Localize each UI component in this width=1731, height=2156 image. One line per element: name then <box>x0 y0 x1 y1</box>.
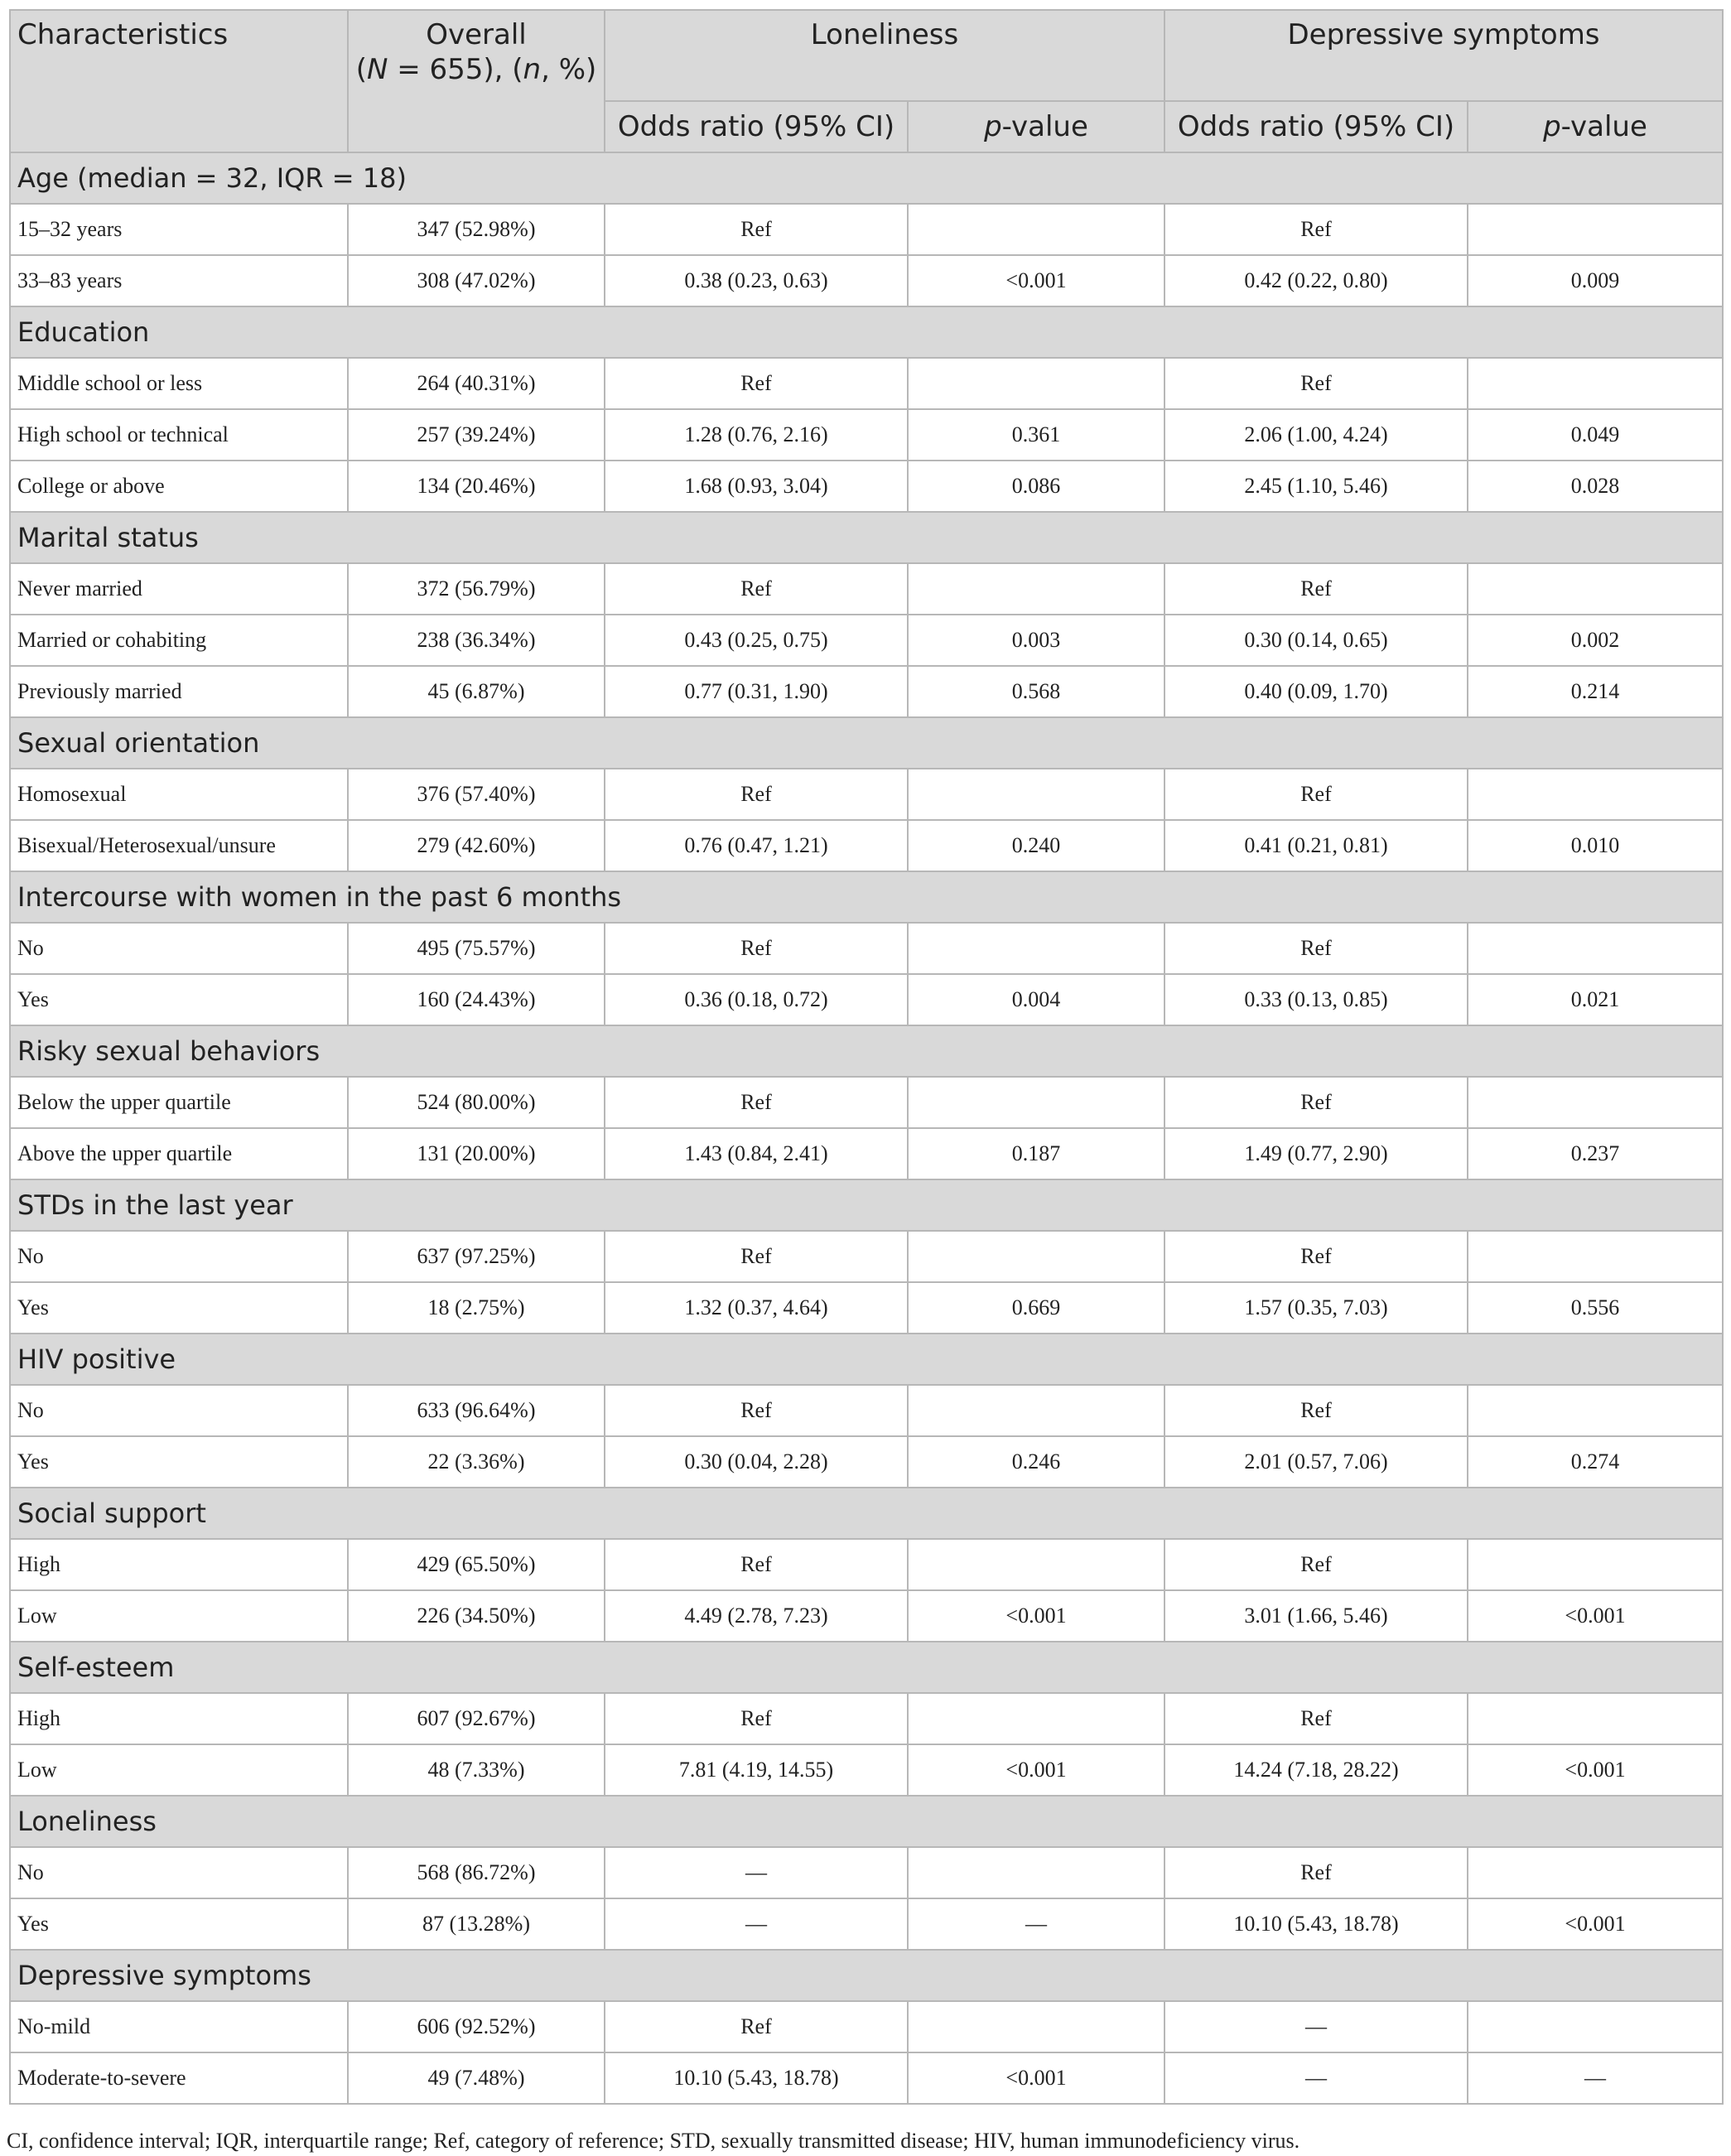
depressive-odds-ratio: Ref <box>1164 923 1468 974</box>
row-label: No <box>10 1385 348 1436</box>
loneliness-p-value <box>908 1693 1164 1744</box>
overall-value: 376 (57.40%) <box>348 769 605 820</box>
depressive-p-value <box>1468 1539 1723 1590</box>
depressive-odds-ratio: Ref <box>1164 1693 1468 1744</box>
loneliness-p-value <box>908 358 1164 409</box>
overall-value: 48 (7.33%) <box>348 1744 605 1796</box>
loneliness-p-value <box>908 563 1164 615</box>
loneliness-p-value <box>908 1385 1164 1436</box>
depressive-odds-ratio: 0.33 (0.13, 0.85) <box>1164 974 1468 1025</box>
loneliness-odds-ratio: 7.81 (4.19, 14.55) <box>605 1744 908 1796</box>
loneliness-odds-ratio: Ref <box>605 204 908 255</box>
depressive-odds-ratio: 2.06 (1.00, 4.24) <box>1164 409 1468 461</box>
loneliness-odds-ratio: Ref <box>605 1385 908 1436</box>
depressive-p-value: <0.001 <box>1468 1744 1723 1796</box>
section-title: Sexual orientation <box>10 717 1723 769</box>
depressive-odds-ratio: — <box>1164 2052 1468 2104</box>
depressive-odds-ratio: — <box>1164 2001 1468 2052</box>
depressive-p-value <box>1468 1385 1723 1436</box>
depressive-p-value <box>1468 923 1723 974</box>
overall-value: 606 (92.52%) <box>348 2001 605 2052</box>
depressive-p-value: — <box>1468 2052 1723 2104</box>
depressive-p-value <box>1468 1077 1723 1128</box>
depressive-p-value: 0.021 <box>1468 974 1723 1025</box>
depressive-p-value <box>1468 563 1723 615</box>
section-header-row <box>10 306 1723 358</box>
loneliness-p-value: 0.003 <box>908 615 1164 666</box>
header-overall: Overall (N = 655), (n, %) <box>348 10 605 152</box>
table-row <box>10 1128 1723 1179</box>
table-row <box>10 409 1723 461</box>
row-label: Homosexual <box>10 769 348 820</box>
depressive-odds-ratio: Ref <box>1164 1231 1468 1282</box>
overall-value: 87 (13.28%) <box>348 1898 605 1950</box>
depressive-odds-ratio: 14.24 (7.18, 28.22) <box>1164 1744 1468 1796</box>
row-label: High <box>10 1693 348 1744</box>
loneliness-odds-ratio: 1.28 (0.76, 2.16) <box>605 409 908 461</box>
loneliness-odds-ratio: Ref <box>605 923 908 974</box>
section-header-row <box>10 1488 1723 1539</box>
loneliness-p-value: 0.004 <box>908 974 1164 1025</box>
depressive-odds-ratio: 2.01 (0.57, 7.06) <box>1164 1436 1468 1488</box>
section-header-row <box>10 1796 1723 1847</box>
overall-value: 607 (92.67%) <box>348 1693 605 1744</box>
row-label: No <box>10 1847 348 1898</box>
loneliness-p-value: 0.246 <box>908 1436 1164 1488</box>
loneliness-odds-ratio: — <box>605 1847 908 1898</box>
header-depressive-p-value: p-value <box>1468 101 1723 152</box>
row-label: Yes <box>10 974 348 1025</box>
overall-value: 131 (20.00%) <box>348 1128 605 1179</box>
row-label: Low <box>10 1744 348 1796</box>
depressive-p-value: 0.556 <box>1468 1282 1723 1334</box>
loneliness-p-value: <0.001 <box>908 1744 1164 1796</box>
loneliness-odds-ratio: Ref <box>605 1231 908 1282</box>
loneliness-odds-ratio: 0.76 (0.47, 1.21) <box>605 820 908 871</box>
header-characteristics: Characteristics <box>10 10 348 152</box>
depressive-odds-ratio: 0.40 (0.09, 1.70) <box>1164 666 1468 717</box>
row-label: High <box>10 1539 348 1590</box>
table-body <box>10 152 1723 2104</box>
table-row <box>10 255 1723 306</box>
overall-value: 226 (34.50%) <box>348 1590 605 1642</box>
depressive-p-value: 0.274 <box>1468 1436 1723 1488</box>
table-row <box>10 2001 1723 2052</box>
loneliness-p-value: — <box>908 1898 1164 1950</box>
loneliness-p-value <box>908 769 1164 820</box>
loneliness-p-value: 0.187 <box>908 1128 1164 1179</box>
overall-value: 524 (80.00%) <box>348 1077 605 1128</box>
section-title: Intercourse with women in the past 6 months <box>10 871 1723 923</box>
loneliness-p-value <box>908 1847 1164 1898</box>
depressive-p-value: 0.049 <box>1468 409 1723 461</box>
table-row <box>10 769 1723 820</box>
section-title: STDs in the last year <box>10 1179 1723 1231</box>
table-row <box>10 1693 1723 1744</box>
loneliness-odds-ratio: Ref <box>605 1077 908 1128</box>
section-title: HIV positive <box>10 1334 1723 1385</box>
overall-value: 429 (65.50%) <box>348 1539 605 1590</box>
row-label: 33–83 years <box>10 255 348 306</box>
depressive-odds-ratio: Ref <box>1164 1077 1468 1128</box>
table-row <box>10 1385 1723 1436</box>
section-header-row <box>10 1025 1723 1077</box>
depressive-p-value <box>1468 1847 1723 1898</box>
section-title: Risky sexual behaviors <box>10 1025 1723 1077</box>
section-title: Depressive symptoms <box>10 1950 1723 2001</box>
depressive-p-value: 0.028 <box>1468 461 1723 512</box>
section-header-row <box>10 1642 1723 1693</box>
loneliness-p-value: 0.086 <box>908 461 1164 512</box>
table-row <box>10 563 1723 615</box>
table-row <box>10 1847 1723 1898</box>
depressive-odds-ratio: 1.57 (0.35, 7.03) <box>1164 1282 1468 1334</box>
table-row <box>10 2052 1723 2104</box>
section-header-row <box>10 152 1723 204</box>
loneliness-odds-ratio: 0.43 (0.25, 0.75) <box>605 615 908 666</box>
section-header-row <box>10 512 1723 563</box>
overall-value: 568 (86.72%) <box>348 1847 605 1898</box>
depressive-p-value <box>1468 769 1723 820</box>
depressive-odds-ratio: 3.01 (1.66, 5.46) <box>1164 1590 1468 1642</box>
depressive-odds-ratio: 1.49 (0.77, 2.90) <box>1164 1128 1468 1179</box>
loneliness-odds-ratio: — <box>605 1898 908 1950</box>
table-row <box>10 358 1723 409</box>
loneliness-p-value <box>908 204 1164 255</box>
loneliness-p-value <box>908 1077 1164 1128</box>
depressive-p-value <box>1468 2001 1723 2052</box>
depressive-odds-ratio: 0.30 (0.14, 0.65) <box>1164 615 1468 666</box>
depressive-p-value: <0.001 <box>1468 1590 1723 1642</box>
loneliness-odds-ratio: 1.32 (0.37, 4.64) <box>605 1282 908 1334</box>
loneliness-p-value: 0.568 <box>908 666 1164 717</box>
loneliness-odds-ratio: Ref <box>605 1693 908 1744</box>
row-label: 15–32 years <box>10 204 348 255</box>
loneliness-odds-ratio: 1.68 (0.93, 3.04) <box>605 461 908 512</box>
loneliness-p-value: <0.001 <box>908 1590 1164 1642</box>
loneliness-odds-ratio: Ref <box>605 2001 908 2052</box>
section-title: Self-esteem <box>10 1642 1723 1693</box>
loneliness-odds-ratio: Ref <box>605 563 908 615</box>
depressive-p-value <box>1468 204 1723 255</box>
depressive-p-value <box>1468 358 1723 409</box>
loneliness-p-value: 0.240 <box>908 820 1164 871</box>
row-label: Never married <box>10 563 348 615</box>
table-row <box>10 461 1723 512</box>
table-row <box>10 1231 1723 1282</box>
header-depressive-symptoms: Depressive symptoms <box>1164 10 1723 101</box>
section-title: Social support <box>10 1488 1723 1539</box>
row-label: Bisexual/Heterosexual/unsure <box>10 820 348 871</box>
overall-value: 637 (97.25%) <box>348 1231 605 1282</box>
table-row <box>10 1590 1723 1642</box>
depressive-p-value: 0.237 <box>1468 1128 1723 1179</box>
row-label: Married or cohabiting <box>10 615 348 666</box>
table-row <box>10 1898 1723 1950</box>
loneliness-p-value <box>908 2001 1164 2052</box>
row-label: No <box>10 1231 348 1282</box>
row-label: High school or technical <box>10 409 348 461</box>
overall-value: 372 (56.79%) <box>348 563 605 615</box>
loneliness-p-value <box>908 923 1164 974</box>
row-label: Low <box>10 1590 348 1642</box>
table-container <box>9 9 1722 2105</box>
loneliness-p-value <box>908 1231 1164 1282</box>
depressive-p-value: 0.010 <box>1468 820 1723 871</box>
section-header-row <box>10 1179 1723 1231</box>
section-header-row <box>10 871 1723 923</box>
row-label: Middle school or less <box>10 358 348 409</box>
section-header-row <box>10 1950 1723 2001</box>
row-label: Above the upper quartile <box>10 1128 348 1179</box>
overall-value: 45 (6.87%) <box>348 666 605 717</box>
depressive-odds-ratio: 10.10 (5.43, 18.78) <box>1164 1898 1468 1950</box>
row-label: College or above <box>10 461 348 512</box>
header-loneliness: Loneliness <box>605 10 1164 101</box>
depressive-p-value <box>1468 1693 1723 1744</box>
table-footnote: CI, confidence interval; IQR, interquartile range; Ref, category of reference; STD, sexually transmitted disease; HIV, human immunodeficiency virus. <box>7 2129 1300 2153</box>
depressive-odds-ratio: 2.45 (1.10, 5.46) <box>1164 461 1468 512</box>
row-label: Moderate-to-severe <box>10 2052 348 2104</box>
table-row <box>10 615 1723 666</box>
depressive-odds-ratio: Ref <box>1164 204 1468 255</box>
overall-value: 49 (7.48%) <box>348 2052 605 2104</box>
depressive-p-value: 0.214 <box>1468 666 1723 717</box>
depressive-odds-ratio: Ref <box>1164 1539 1468 1590</box>
overall-value: 633 (96.64%) <box>348 1385 605 1436</box>
loneliness-odds-ratio: 0.77 (0.31, 1.90) <box>605 666 908 717</box>
loneliness-odds-ratio: Ref <box>605 769 908 820</box>
depressive-odds-ratio: Ref <box>1164 1847 1468 1898</box>
header-loneliness-odds-ratio: Odds ratio (95% CI) <box>605 101 908 152</box>
loneliness-odds-ratio: 0.36 (0.18, 0.72) <box>605 974 908 1025</box>
section-title: Age (median = 32, IQR = 18) <box>10 152 1723 204</box>
row-label: Yes <box>10 1898 348 1950</box>
overall-value: 264 (40.31%) <box>348 358 605 409</box>
overall-value: 308 (47.02%) <box>348 255 605 306</box>
table-row <box>10 820 1723 871</box>
overall-value: 134 (20.46%) <box>348 461 605 512</box>
row-label: Yes <box>10 1436 348 1488</box>
table-row <box>10 923 1723 974</box>
row-label: Previously married <box>10 666 348 717</box>
loneliness-odds-ratio: Ref <box>605 1539 908 1590</box>
loneliness-p-value: 0.361 <box>908 409 1164 461</box>
table-row <box>10 1282 1723 1334</box>
loneliness-p-value: <0.001 <box>908 255 1164 306</box>
depressive-odds-ratio: Ref <box>1164 1385 1468 1436</box>
table-header <box>10 10 1723 152</box>
loneliness-odds-ratio: Ref <box>605 358 908 409</box>
row-label: No-mild <box>10 2001 348 2052</box>
overall-value: 257 (39.24%) <box>348 409 605 461</box>
loneliness-odds-ratio: 1.43 (0.84, 2.41) <box>605 1128 908 1179</box>
section-header-row <box>10 717 1723 769</box>
depressive-odds-ratio: Ref <box>1164 769 1468 820</box>
overall-value: 238 (36.34%) <box>348 615 605 666</box>
row-label: Yes <box>10 1282 348 1334</box>
loneliness-p-value: <0.001 <box>908 2052 1164 2104</box>
table-row <box>10 1436 1723 1488</box>
row-label: No <box>10 923 348 974</box>
table-row <box>10 204 1723 255</box>
depressive-p-value: 0.009 <box>1468 255 1723 306</box>
overall-value: 347 (52.98%) <box>348 204 605 255</box>
depressive-p-value <box>1468 1231 1723 1282</box>
depressive-odds-ratio: 0.41 (0.21, 0.81) <box>1164 820 1468 871</box>
depressive-p-value: <0.001 <box>1468 1898 1723 1950</box>
table-row <box>10 974 1723 1025</box>
header-loneliness-p-value: p-value <box>908 101 1164 152</box>
overall-value: 279 (42.60%) <box>348 820 605 871</box>
overall-value: 160 (24.43%) <box>348 974 605 1025</box>
overall-value: 495 (75.57%) <box>348 923 605 974</box>
loneliness-odds-ratio: 0.38 (0.23, 0.63) <box>605 255 908 306</box>
depressive-p-value: 0.002 <box>1468 615 1723 666</box>
loneliness-odds-ratio: 4.49 (2.78, 7.23) <box>605 1590 908 1642</box>
section-title: Loneliness <box>10 1796 1723 1847</box>
depressive-odds-ratio: 0.42 (0.22, 0.80) <box>1164 255 1468 306</box>
table-row <box>10 666 1723 717</box>
header-depressive-odds-ratio: Odds ratio (95% CI) <box>1164 101 1468 152</box>
loneliness-odds-ratio: 10.10 (5.43, 18.78) <box>605 2052 908 2104</box>
section-title: Education <box>10 306 1723 358</box>
table-row <box>10 1744 1723 1796</box>
row-label: Below the upper quartile <box>10 1077 348 1128</box>
section-header-row <box>10 1334 1723 1385</box>
table-row <box>10 1539 1723 1590</box>
overall-value: 18 (2.75%) <box>348 1282 605 1334</box>
depressive-odds-ratio: Ref <box>1164 358 1468 409</box>
overall-value: 22 (3.36%) <box>348 1436 605 1488</box>
loneliness-p-value: 0.669 <box>908 1282 1164 1334</box>
depressive-odds-ratio: Ref <box>1164 563 1468 615</box>
loneliness-p-value <box>908 1539 1164 1590</box>
loneliness-odds-ratio: 0.30 (0.04, 2.28) <box>605 1436 908 1488</box>
section-title: Marital status <box>10 512 1723 563</box>
results-table <box>9 9 1724 2105</box>
table-row <box>10 1077 1723 1128</box>
